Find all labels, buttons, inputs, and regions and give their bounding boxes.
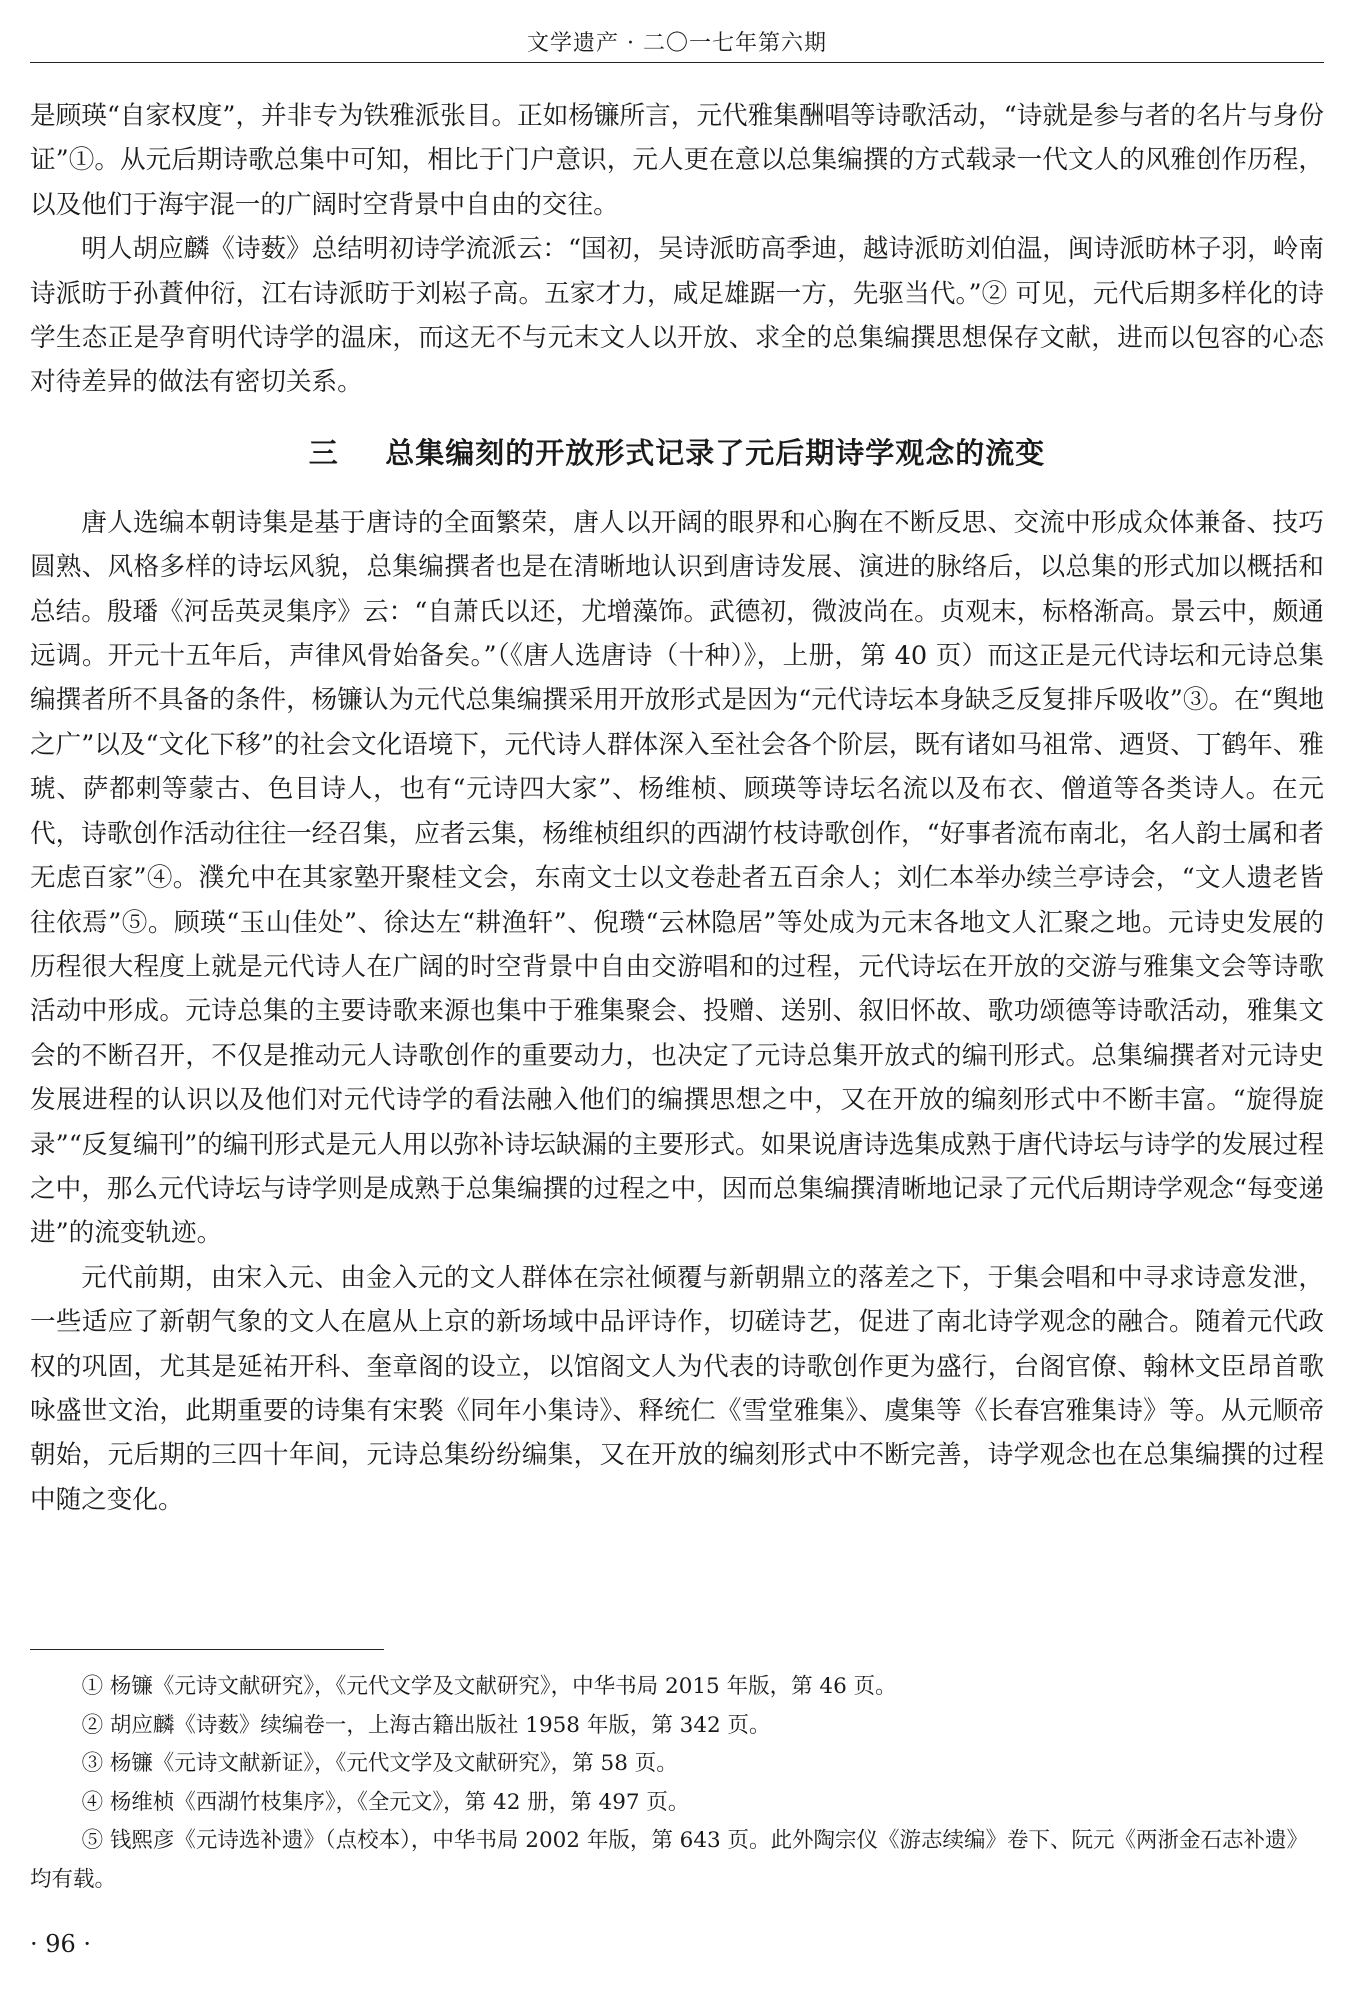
- section-title: 总集编刻的开放形式记录了元后期诗学观念的流变: [385, 435, 1046, 470]
- paragraph-1: 是顾瑛“自家权度”，并非专为铁雅派张目。正如杨镰所言，元代雅集酬唱等诗歌活动，“诗就是参与者的名片与身份证”①。从元后期诗歌总集中可知，相比于门户意识，元人更在意以总集编撰的方式载录一代文人的风雅创作历程，以及他们于海宇混一的广阔时空背景中自由的交往。: [30, 101, 1324, 220]
- footnote-4: ④ 杨维桢《西湖竹枝集序》，《全元文》，第 42 册，第 497 页。: [81, 1789, 690, 1815]
- article-body: [30, 94, 1324, 1522]
- footnotes: [30, 1668, 1324, 1900]
- page-number: · 96 ·: [30, 1930, 92, 1958]
- footnote-3: ③ 杨镰《元诗文献新证》，《元代文学及文献研究》，第 58 页。: [81, 1751, 678, 1777]
- section-heading: [30, 431, 1324, 475]
- header-rule: [30, 62, 1324, 63]
- footnote-5: ⑤ 钱熙彦《元诗选补遗》（点校本），中华书局 2002 年版，第 643 页。此外陶宗仪《游志续编》卷下、阮元《两浙金石志补遗》均有载。: [30, 1828, 1309, 1892]
- section-number: 三: [308, 435, 339, 470]
- paragraph-2: 明人胡应麟《诗薮》总结明初诗学流派云：“国初，吴诗派昉高季迪，越诗派昉刘伯温，闽诗派昉林子羽，岭南诗派昉于孙蕡仲衍，江右诗派昉于刘崧子高。五家才力，咸足雄踞一方，先驱当代。”② 可见，元代后期多样化的诗学生态正是孕育明代诗学的温床，而这无不与元末文人以开放、求全的总集编撰思想保存文献，进而以包容的心态对待差异的做法有密切关系。: [30, 234, 1324, 398]
- footnote-1: ① 杨镰《元诗文献研究》，《元代文学及文献研究》，中华书局 2015 年版，第 46 页。: [81, 1674, 897, 1699]
- paragraph-4: 元代前期，由宋入元、由金入元的文人群体在宗社倾覆与新朝鼎立的落差之下，于集会唱和中寻求诗意发泄，一些适应了新朝气象的文人在扈从上京的新场域中品评诗作，切磋诗艺，促进了南北诗学观念的融合。随着元代政权的巩固，尤其是延祐开科、奎章阁的设立，以馆阁文人为代表的诗歌创作更为盛行，台阁官僚、翰林文臣昂首歌咏盛世文治，此期重要的诗集有宋褧《同年小集诗》、释统仁《雪堂雅集》、虞集等《长春宫雅集诗》等。从元顺帝朝始，元后期的三四十年间，元诗总集纷纷编集，又在开放的编刻形式中不断完善，诗学观念也在总集编撰的过程中随之变化。: [30, 1262, 1324, 1515]
- footnote-2: ② 胡应麟《诗薮》续编卷一，上海古籍出版社 1958 年版，第 342 页。: [81, 1712, 771, 1738]
- paragraph-3: 唐人选编本朝诗集是基于唐诗的全面繁荣，唐人以开阔的眼界和心胸在不断反思、交流中形成众体兼备、技巧圆熟、风格多样的诗坛风貌，总集编撰者也是在清晰地认识到唐诗发展、演进的脉络后，以总集的形式加以概括和总结。殷璠《河岳英灵集序》云：“自萧氏以还，尤增藻饰。武德初，微波尚在。贞观末，标格渐高。景云中，颇通远调。开元十五年后，声律风骨始备矣。”（《唐人选唐诗（十种）》，上册，第 40 页）而这正是元代诗坛和元诗总集编撰者所不具备的条件，杨镰认为元代总集编撰采用开放形式是因为“元代诗坛本身缺乏反复排斥吸收”③。在“舆地之广”以及“文化下移”的社会文化语境下，元代诗人群体深入至社会各个阶层，既有诸如马祖常、迺贤、丁鹤年、雅琥、萨都剌等蒙古、色目诗人，也有“元诗四大家”、杨维桢、顾瑛等诗坛名流以及布衣、僧道等各类诗人。在元代，诗歌创作活动往往一经召集，应者云集，杨维桢组织的西湖竹枝诗歌创作，“好事者流布南北，名人韵士属和者无虑百家”④。濮允中在其家塾开聚桂文会，东南文士以文卷赴者五百余人；刘仁本举办续兰亭诗会，“文人遗老皆往依焉”⑤。顾瑛“玉山佳处”、徐达左“耕渔轩”、倪瓒“云林隐居”等处成为元末各地文人汇聚之地。元诗史发展的历程很大程度上就是元代诗人在广阔的时空背景中自由交游唱和的过程，元代诗坛在开放的交游与雅集文会等诗歌活动中形成。元诗总集的主要诗歌来源也集中于雅集聚会、投赠、送别、叙旧怀故、歌功颂德等诗歌活动，雅集文会的不断召开，不仅是推动元人诗歌创作的重要动力，也决定了元诗总集开放式的编刊形式。总集编撰者对元诗史发展进程的认识以及他们对元代诗学的看法融入他们的编撰思想之中，又在开放的编刻形式中不断丰富。“旋得旋录”“反复编刊”的编刊形式是元人用以弥补诗坛缺漏的主要形式。如果说唐诗选集成熟于唐代诗坛与诗学的发展过程之中，那么元代诗坛与诗学则是成熟于总集编撰的过程之中，因而总集编撰清晰地记录了元代后期诗学观念“每变递进”的流变轨迹。: [30, 507, 1324, 1249]
- running-header: 文学遗产 · 二〇一七年第六期: [527, 31, 827, 56]
- footnote-rule: [30, 1649, 384, 1650]
